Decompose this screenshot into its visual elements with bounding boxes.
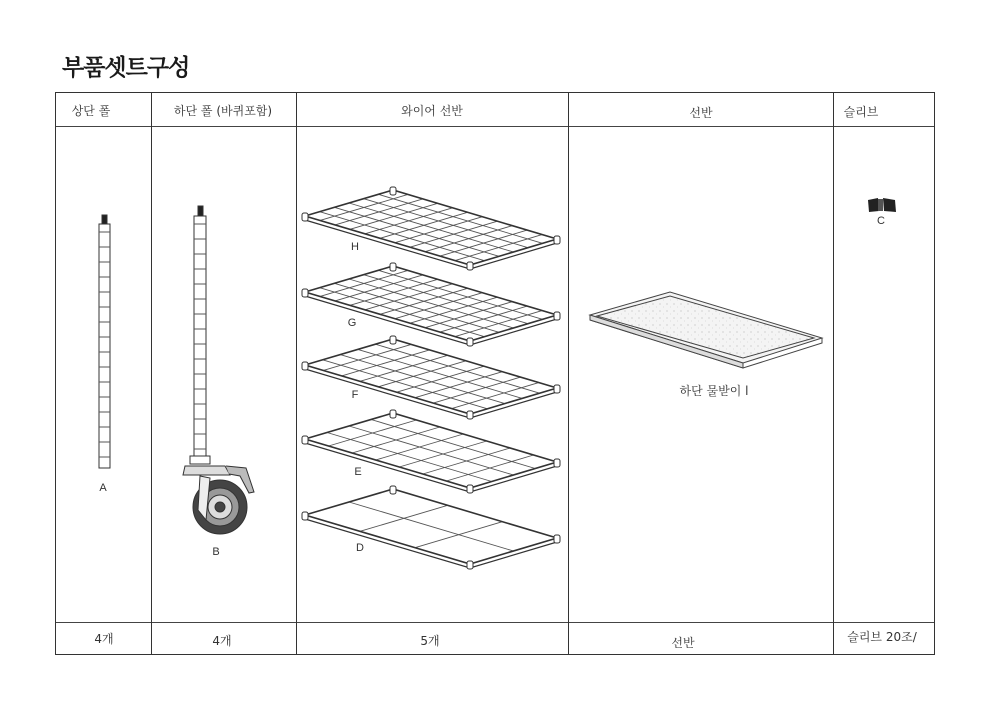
header-upper-pole: 상단 폴 [71,104,111,118]
footer-sleeve-qty: 슬리브 20조/ [847,630,917,644]
wire-shelves-drawing [302,187,560,569]
drip-tray-caption: 하단 물받이 l [679,384,749,398]
label-part-e: E [354,466,362,478]
header-shelf: 선반 [689,106,713,120]
lower-pole-drawing [183,206,254,534]
header-wire-shelf: 와이어 선반 [401,104,463,118]
label-part-f: F [351,389,359,401]
footer-wire-shelf-qty: 5개 [420,634,440,648]
label-part-a: A [99,482,107,494]
header-sleeve: 슬리브 [843,105,879,119]
label-part-g: G [347,317,357,329]
drip-tray-drawing [590,292,822,368]
footer-shelf: 선반 [671,636,695,650]
label-part-h: H [351,241,359,253]
label-part-d: D [356,542,364,554]
upper-pole-drawing [99,215,110,468]
header-lower-pole: 하단 폴 (바퀴포함) [173,104,273,118]
footer-lower-pole-qty: 4개 [212,634,232,648]
label-part-b: B [212,546,220,558]
sleeve-drawing [868,198,896,212]
footer-upper-pole-qty: 4개 [94,632,114,646]
page-title: 부품셋트구성 [62,55,190,81]
label-part-c: C [877,215,885,227]
